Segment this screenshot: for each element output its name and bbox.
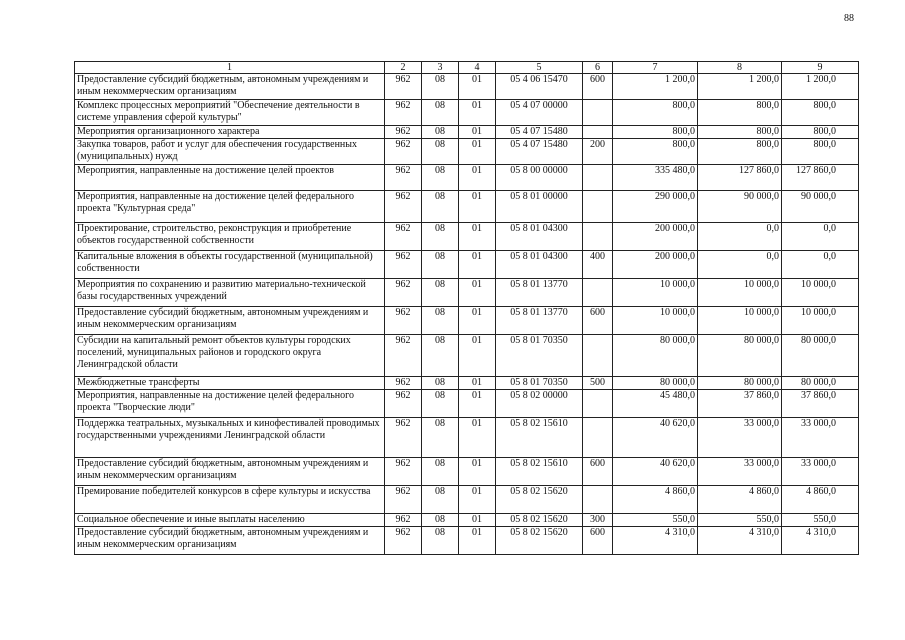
row-value-cell: 08 xyxy=(422,514,459,527)
row-value-cell: 550,0 xyxy=(782,514,859,527)
row-value-cell: 01 xyxy=(459,486,496,514)
row-value-cell: 01 xyxy=(459,514,496,527)
row-value-cell: 33 000,0 xyxy=(782,418,859,458)
row-value-cell: 05 8 02 15620 xyxy=(496,514,583,527)
table-row xyxy=(75,165,859,191)
row-value-cell xyxy=(583,100,613,126)
row-value-cell: 800,0 xyxy=(782,139,859,165)
row-value-cell: 4 310,0 xyxy=(782,527,859,555)
table-row xyxy=(75,279,859,307)
row-value-cell: 800,0 xyxy=(698,126,782,139)
row-value-cell: 08 xyxy=(422,165,459,191)
row-value-cell: 33 000,0 xyxy=(782,458,859,486)
row-value-cell: 600 xyxy=(583,527,613,555)
row-value-cell: 0,0 xyxy=(782,251,859,279)
row-value-cell: 200 000,0 xyxy=(613,251,698,279)
row-value-cell: 05 8 00 00000 xyxy=(496,165,583,191)
row-value-cell: 45 480,0 xyxy=(613,390,698,418)
row-value-cell: 40 620,0 xyxy=(613,418,698,458)
row-value-cell: 05 8 01 04300 xyxy=(496,223,583,251)
row-value-cell: 05 8 01 70350 xyxy=(496,335,583,377)
row-value-cell: 4 860,0 xyxy=(613,486,698,514)
row-value-cell: 800,0 xyxy=(698,139,782,165)
row-name-cell: Субсидии на капитальный ремонт объектов культуры городских поселений, муниципальных районов и городского округа Ленинградской области xyxy=(75,335,385,377)
row-value-cell xyxy=(583,418,613,458)
row-value-cell: 800,0 xyxy=(613,100,698,126)
row-value-cell: 962 xyxy=(385,390,422,418)
row-value-cell: 08 xyxy=(422,377,459,390)
row-value-cell: 300 xyxy=(583,514,613,527)
row-value-cell: 01 xyxy=(459,458,496,486)
header-cell: 9 xyxy=(782,62,859,74)
row-value-cell: 80 000,0 xyxy=(613,335,698,377)
row-value-cell xyxy=(583,486,613,514)
row-value-cell: 01 xyxy=(459,307,496,335)
header-cell: 5 xyxy=(496,62,583,74)
row-value-cell: 08 xyxy=(422,390,459,418)
row-value-cell: 01 xyxy=(459,100,496,126)
table-row xyxy=(75,251,859,279)
row-value-cell: 08 xyxy=(422,139,459,165)
row-value-cell xyxy=(583,390,613,418)
row-value-cell: 800,0 xyxy=(613,126,698,139)
row-value-cell: 37 860,0 xyxy=(782,390,859,418)
table-row xyxy=(75,335,859,377)
row-value-cell: 05 4 07 15480 xyxy=(496,126,583,139)
row-value-cell: 962 xyxy=(385,307,422,335)
header-cell: 8 xyxy=(698,62,782,74)
row-value-cell: 10 000,0 xyxy=(698,279,782,307)
row-value-cell: 01 xyxy=(459,251,496,279)
row-value-cell: 800,0 xyxy=(698,100,782,126)
row-name-cell: Мероприятия по сохранению и развитию материально-технической базы государственных учреждений xyxy=(75,279,385,307)
row-value-cell: 08 xyxy=(422,335,459,377)
table-row xyxy=(75,191,859,223)
row-value-cell: 33 000,0 xyxy=(698,418,782,458)
row-value-cell: 40 620,0 xyxy=(613,458,698,486)
page-number: 88 xyxy=(844,13,854,24)
row-name-cell: Предоставление субсидий бюджетным, автономным учреждениям и иным некоммерческим организациям xyxy=(75,74,385,100)
row-value-cell: 962 xyxy=(385,139,422,165)
row-value-cell: 962 xyxy=(385,191,422,223)
row-value-cell: 1 200,0 xyxy=(782,74,859,100)
header-cell: 2 xyxy=(385,62,422,74)
row-value-cell xyxy=(583,126,613,139)
row-value-cell: 08 xyxy=(422,279,459,307)
row-value-cell: 335 480,0 xyxy=(613,165,698,191)
table-row xyxy=(75,126,859,139)
table-row xyxy=(75,74,859,100)
row-value-cell: 400 xyxy=(583,251,613,279)
row-value-cell: 962 xyxy=(385,514,422,527)
row-value-cell: 01 xyxy=(459,139,496,165)
row-value-cell: 550,0 xyxy=(698,514,782,527)
row-value-cell: 4 860,0 xyxy=(698,486,782,514)
row-value-cell: 08 xyxy=(422,458,459,486)
row-name-cell: Поддержка театральных, музыкальных и кинофестивалей проводимых государственными учреждениями Ленинградской области xyxy=(75,418,385,458)
row-value-cell: 962 xyxy=(385,418,422,458)
row-value-cell: 80 000,0 xyxy=(698,335,782,377)
row-name-cell: Мероприятия организационного характера xyxy=(75,126,385,139)
table-row xyxy=(75,223,859,251)
row-value-cell: 1 200,0 xyxy=(613,74,698,100)
row-value-cell: 600 xyxy=(583,74,613,100)
row-value-cell: 962 xyxy=(385,458,422,486)
row-value-cell: 10 000,0 xyxy=(782,279,859,307)
row-name-cell: Мероприятия, направленные на достижение целей федерального проекта "Культурная среда" xyxy=(75,191,385,223)
row-value-cell: 10 000,0 xyxy=(782,307,859,335)
row-value-cell: 05 8 01 13770 xyxy=(496,279,583,307)
row-value-cell: 05 4 07 15480 xyxy=(496,139,583,165)
row-value-cell: 962 xyxy=(385,165,422,191)
row-value-cell: 0,0 xyxy=(698,251,782,279)
table-row xyxy=(75,307,859,335)
row-value-cell: 962 xyxy=(385,100,422,126)
row-value-cell: 500 xyxy=(583,377,613,390)
row-value-cell: 962 xyxy=(385,377,422,390)
row-value-cell: 4 310,0 xyxy=(613,527,698,555)
row-value-cell: 127 860,0 xyxy=(698,165,782,191)
header-cell: 6 xyxy=(583,62,613,74)
row-value-cell: 800,0 xyxy=(782,100,859,126)
row-name-cell: Капитальные вложения в объекты государственной (муниципальной) собственности xyxy=(75,251,385,279)
row-value-cell: 80 000,0 xyxy=(782,377,859,390)
table-row xyxy=(75,139,859,165)
row-value-cell: 37 860,0 xyxy=(698,390,782,418)
header-cell: 4 xyxy=(459,62,496,74)
row-value-cell: 80 000,0 xyxy=(782,335,859,377)
row-value-cell: 90 000,0 xyxy=(782,191,859,223)
table-row xyxy=(75,458,859,486)
row-value-cell: 05 8 02 00000 xyxy=(496,390,583,418)
row-value-cell: 05 8 01 70350 xyxy=(496,377,583,390)
row-value-cell: 4 310,0 xyxy=(698,527,782,555)
row-name-cell: Мероприятия, направленные на достижение целей федерального проекта "Творческие люди" xyxy=(75,390,385,418)
row-value-cell: 01 xyxy=(459,223,496,251)
row-value-cell xyxy=(583,191,613,223)
row-value-cell: 90 000,0 xyxy=(698,191,782,223)
row-value-cell: 800,0 xyxy=(613,139,698,165)
row-value-cell: 05 8 01 04300 xyxy=(496,251,583,279)
row-value-cell: 01 xyxy=(459,390,496,418)
row-value-cell: 962 xyxy=(385,486,422,514)
table-row xyxy=(75,527,859,555)
row-value-cell: 05 8 02 15610 xyxy=(496,458,583,486)
row-value-cell: 05 8 02 15620 xyxy=(496,527,583,555)
row-value-cell: 01 xyxy=(459,191,496,223)
row-value-cell: 01 xyxy=(459,335,496,377)
row-value-cell: 800,0 xyxy=(782,126,859,139)
row-value-cell: 962 xyxy=(385,74,422,100)
row-value-cell: 08 xyxy=(422,74,459,100)
row-name-cell: Предоставление субсидий бюджетным, автономным учреждениям и иным некоммерческим организациям xyxy=(75,458,385,486)
table-row xyxy=(75,100,859,126)
row-value-cell: 01 xyxy=(459,279,496,307)
row-value-cell: 08 xyxy=(422,191,459,223)
row-value-cell: 05 4 07 00000 xyxy=(496,100,583,126)
row-name-cell: Проектирование, строительство, реконструкция и приобретение объектов государственной собственности xyxy=(75,223,385,251)
row-value-cell: 05 8 01 00000 xyxy=(496,191,583,223)
row-value-cell: 200 000,0 xyxy=(613,223,698,251)
budget-table xyxy=(74,61,859,555)
row-value-cell: 4 860,0 xyxy=(782,486,859,514)
row-value-cell: 0,0 xyxy=(698,223,782,251)
row-value-cell xyxy=(583,279,613,307)
row-value-cell: 10 000,0 xyxy=(698,307,782,335)
table-row xyxy=(75,418,859,458)
row-value-cell: 33 000,0 xyxy=(698,458,782,486)
row-value-cell: 962 xyxy=(385,527,422,555)
row-value-cell: 600 xyxy=(583,458,613,486)
row-value-cell xyxy=(583,223,613,251)
row-value-cell: 08 xyxy=(422,307,459,335)
row-value-cell: 05 4 06 15470 xyxy=(496,74,583,100)
row-name-cell: Закупка товаров, работ и услуг для обеспечения государственных (муниципальных) нужд xyxy=(75,139,385,165)
row-value-cell: 01 xyxy=(459,527,496,555)
table-row xyxy=(75,514,859,527)
row-value-cell: 01 xyxy=(459,165,496,191)
row-value-cell: 962 xyxy=(385,251,422,279)
row-value-cell: 08 xyxy=(422,418,459,458)
row-value-cell: 962 xyxy=(385,223,422,251)
row-name-cell: Предоставление субсидий бюджетным, автономным учреждениям и иным некоммерческим организациям xyxy=(75,307,385,335)
row-value-cell: 08 xyxy=(422,527,459,555)
header-cell: 7 xyxy=(613,62,698,74)
row-name-cell: Комплекс процессных мероприятий "Обеспечение деятельности в системе управления сферой культуры" xyxy=(75,100,385,126)
row-value-cell: 01 xyxy=(459,74,496,100)
row-value-cell: 08 xyxy=(422,126,459,139)
row-value-cell: 01 xyxy=(459,418,496,458)
row-value-cell: 550,0 xyxy=(613,514,698,527)
row-value-cell: 962 xyxy=(385,279,422,307)
row-value-cell: 01 xyxy=(459,126,496,139)
header-cell: 1 xyxy=(75,62,385,74)
row-value-cell: 05 8 02 15610 xyxy=(496,418,583,458)
header-cell: 3 xyxy=(422,62,459,74)
row-name-cell: Социальное обеспечение и иные выплаты населению xyxy=(75,514,385,527)
row-value-cell: 962 xyxy=(385,335,422,377)
row-value-cell: 10 000,0 xyxy=(613,307,698,335)
row-value-cell: 08 xyxy=(422,486,459,514)
table-row xyxy=(75,377,859,390)
row-value-cell: 05 8 01 13770 xyxy=(496,307,583,335)
row-value-cell: 127 860,0 xyxy=(782,165,859,191)
row-value-cell: 200 xyxy=(583,139,613,165)
row-name-cell: Мероприятия, направленные на достижение целей проектов xyxy=(75,165,385,191)
row-name-cell: Премирование победителей конкурсов в сфере культуры и искусства xyxy=(75,486,385,514)
row-value-cell: 08 xyxy=(422,100,459,126)
row-value-cell: 08 xyxy=(422,251,459,279)
row-value-cell: 80 000,0 xyxy=(698,377,782,390)
row-value-cell xyxy=(583,335,613,377)
row-name-cell: Предоставление субсидий бюджетным, автономным учреждениям и иным некоммерческим организациям xyxy=(75,527,385,555)
row-value-cell: 0,0 xyxy=(782,223,859,251)
row-name-cell: Межбюджетные трансферты xyxy=(75,377,385,390)
table-header-row xyxy=(75,62,859,74)
row-value-cell: 80 000,0 xyxy=(613,377,698,390)
row-value-cell: 962 xyxy=(385,126,422,139)
table-row xyxy=(75,486,859,514)
row-value-cell: 08 xyxy=(422,223,459,251)
row-value-cell: 01 xyxy=(459,377,496,390)
row-value-cell: 1 200,0 xyxy=(698,74,782,100)
row-value-cell: 600 xyxy=(583,307,613,335)
row-value-cell: 290 000,0 xyxy=(613,191,698,223)
row-value-cell xyxy=(583,165,613,191)
row-value-cell: 05 8 02 15620 xyxy=(496,486,583,514)
row-value-cell: 10 000,0 xyxy=(613,279,698,307)
table-row xyxy=(75,390,859,418)
